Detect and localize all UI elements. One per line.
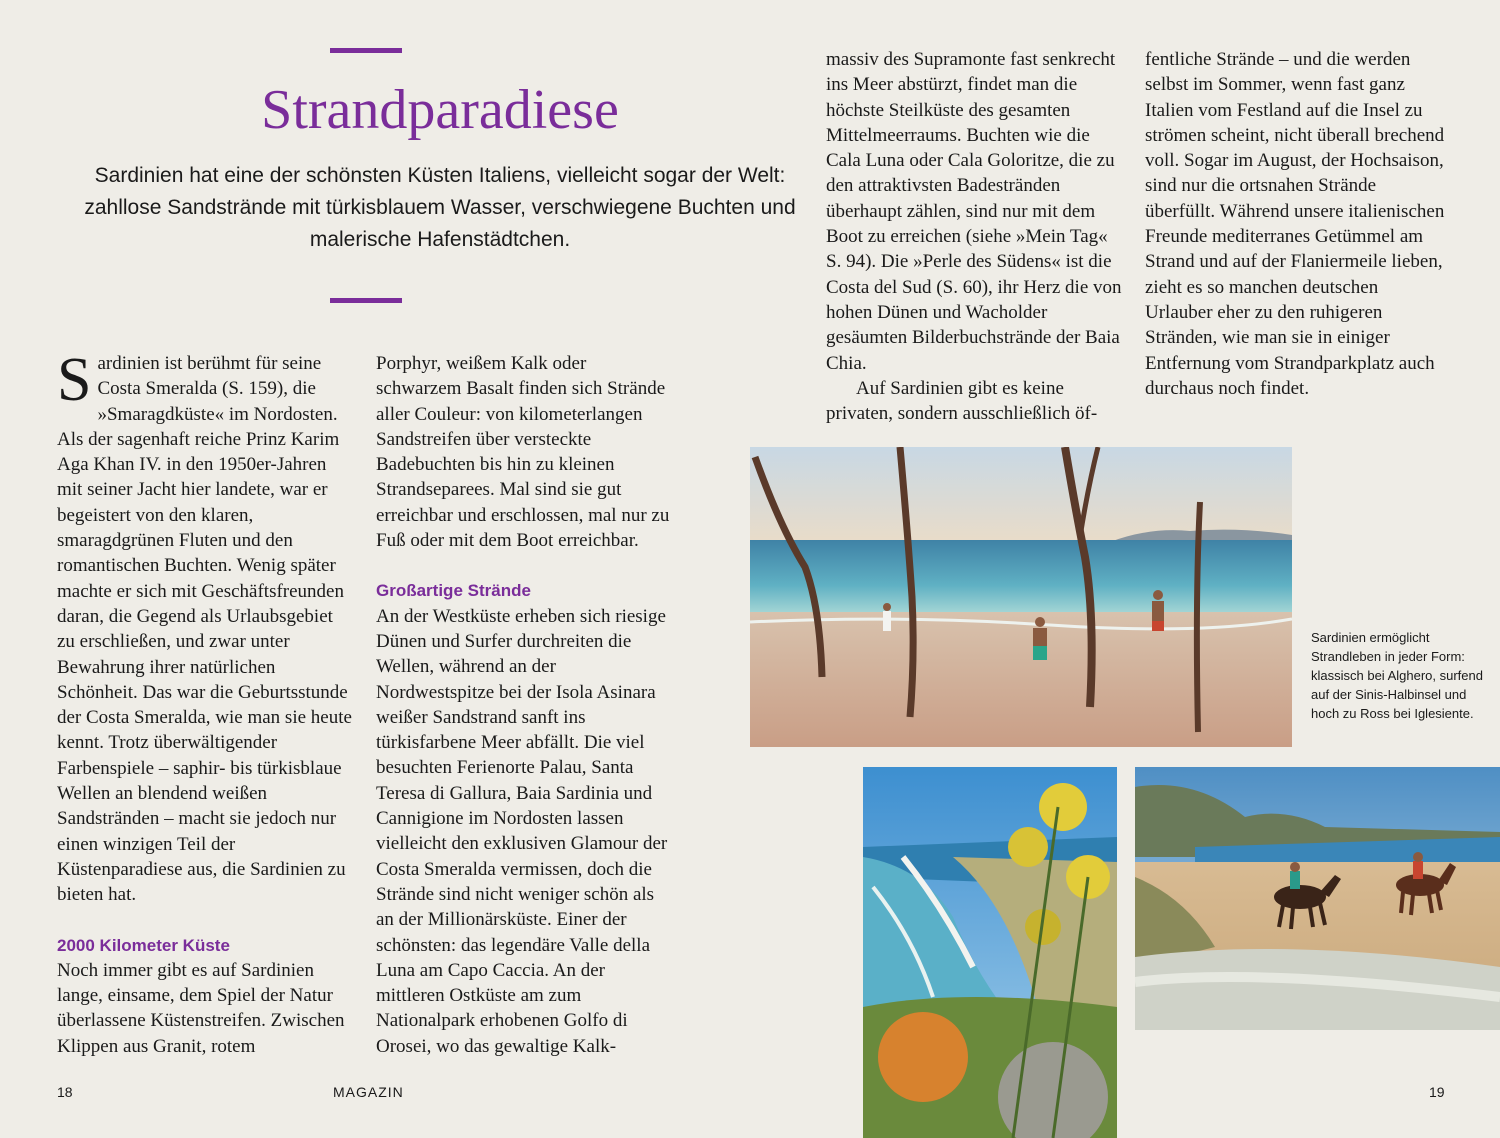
col2-paragraph-2: An der Westküste erheben sich riesige Dünen und Surfer durchreiten die Wellen, während an der Nordwestspitze bei der Isola Asinara weißer Sandstrand sanft ins türkisfarbene Meer abfällt. Die viel besuchten Ferienorte Palau, Santa Teresa di Gallura, Baia Sardinia und Cannigione im Nordosten lassen vielleicht den exklusiven Glamour der Costa Smeralda vermissen, doch die Strände sind nicht weniger schön als an der Millionärsküste. Einer der schönsten: das legendäre Valle della Luna am Capo Caccia. An der mittleren Ostküste am zum Nationalpark erhobenen Golfo di Orosei, wo das gewaltige Kalk- [376, 605, 668, 1057]
photo-beach-alghero [750, 447, 1292, 747]
col2-paragraph-1: Porphyr, weißem Kalk oder schwarzem Basalt finden sich Strände aller Couleur: von kilometerlangen Sandstreifen über versteckte Badebuchten bis hin zu kleinen Strandseparees. Mal sind sie gut erreichbar und erschlossen, mal nur zu Fuß oder mit dem Boot erreichbar. [376, 353, 670, 552]
text-column-2 [376, 351, 676, 1059]
col1-paragraph-2: Noch immer gibt es auf Sardinien lange, einsame, dem Spiel der Natur überlassene Küstenstreifen. Zwischen Klippen aus Granit, rotem [57, 959, 345, 1057]
bottom-rule [330, 298, 402, 303]
top-rule [330, 48, 402, 53]
drop-cap: S [57, 346, 92, 414]
col3-paragraph-1: massiv des Supramonte fast senkrecht ins Meer abstürzt, findet man die höchste Steilküste des gesamten Mittelmeerraums. Buchten wie die Cala Luna oder Cala Goloritze, die zu den attraktivsten Badestränden überhaupt zählen, sind nur mit dem Boot zu erreichen (siehe »Mein Tag« S. 94). Die »Perle des Südens« ist die Costa del Sud (S. 60), ihr Herz die von hohen Dünen und Wacholder gesäumten Bilderbuchstrände der Baia Chia. [826, 49, 1122, 374]
col3-paragraph-2: Auf Sardinien gibt es keine privaten, sondern ausschließlich öf- [826, 377, 1098, 425]
text-column-4 [1145, 47, 1445, 401]
text-column-3 [826, 47, 1122, 426]
page-number-left: 18 [57, 1084, 73, 1100]
photo-horses-iglesiente [1135, 767, 1500, 1030]
text-column-1 [57, 346, 353, 1059]
page-number-right: 19 [1429, 1084, 1445, 1100]
intro-text: ardinien ist berühmt für seine Costa Smeralda (S. 159), die »Smaragdküste« im Nordosten. Als der sagenhaft reiche Prinz Karim Aga Khan IV. in den 1950er-Jahren mit seiner Jacht hier landete, war er begeistert von den klaren, smaragdgrünen Fluten und den romantischen Buchten. Wenig später machte er sich mit Geschäftsfreunden daran, die Gegend als Urlaubsgebiet zu erschließen, und zwar unter Bewahrung ihrer natürlichen Schönheit. Das war die Geburtsstunde der Costa Smeralda, wie man sie heute kennt. Trotz überwältigender Farbenspiele – saphir- bis türkisblaue Wellen an blendend weißen Sandstränden – macht sie jedoch nur einen winzigen Teil der Küstenparadiese aus, die Sardinien zu bieten hat. [57, 353, 352, 906]
subhead-grossartige-straende: Großartige Strände [376, 581, 531, 601]
photo-coast-sinis [863, 767, 1117, 1138]
page-title: Strandparadiese [261, 79, 619, 141]
running-head: MAGAZIN [333, 1084, 404, 1100]
lead-paragraph: Sardinien hat eine der schönsten Küsten Italiens, vielleicht sogar der Welt: zahllose Sandstrände mit türkisblauem Wasser, verschwiegene Buchten und malerische Hafenstädtchen. [84, 164, 796, 251]
intro-paragraph [57, 346, 353, 908]
photo-caption: Sardinien ermöglicht Strandleben in jeder Form: klassisch bei Alghero, surfend auf der Sinis-Halbinsel und hoch zu Ross bei Iglesiente. [1311, 630, 1483, 721]
subhead-2000-km: 2000 Kilometer Küste [57, 935, 230, 955]
col4-paragraph-1: fentliche Strände – und die werden selbst im Sommer, wenn fast ganz Italien vom Festland auf die Insel zu strömen scheint, nicht überall brechend voll. Sogar im August, der Hochsaison, sind nur die ortsnahen Strände überfüllt. Während unsere italienischen Freunde mediterranes Getümmel am Strand und auf der Flaniermeile lieben, zieht es so manchen deutschen Urlauber eher zu den ruhigeren Stränden, wie man sie in einiger Entfernung vom Strandparkplatz auch durchaus noch findet. [1145, 49, 1445, 399]
